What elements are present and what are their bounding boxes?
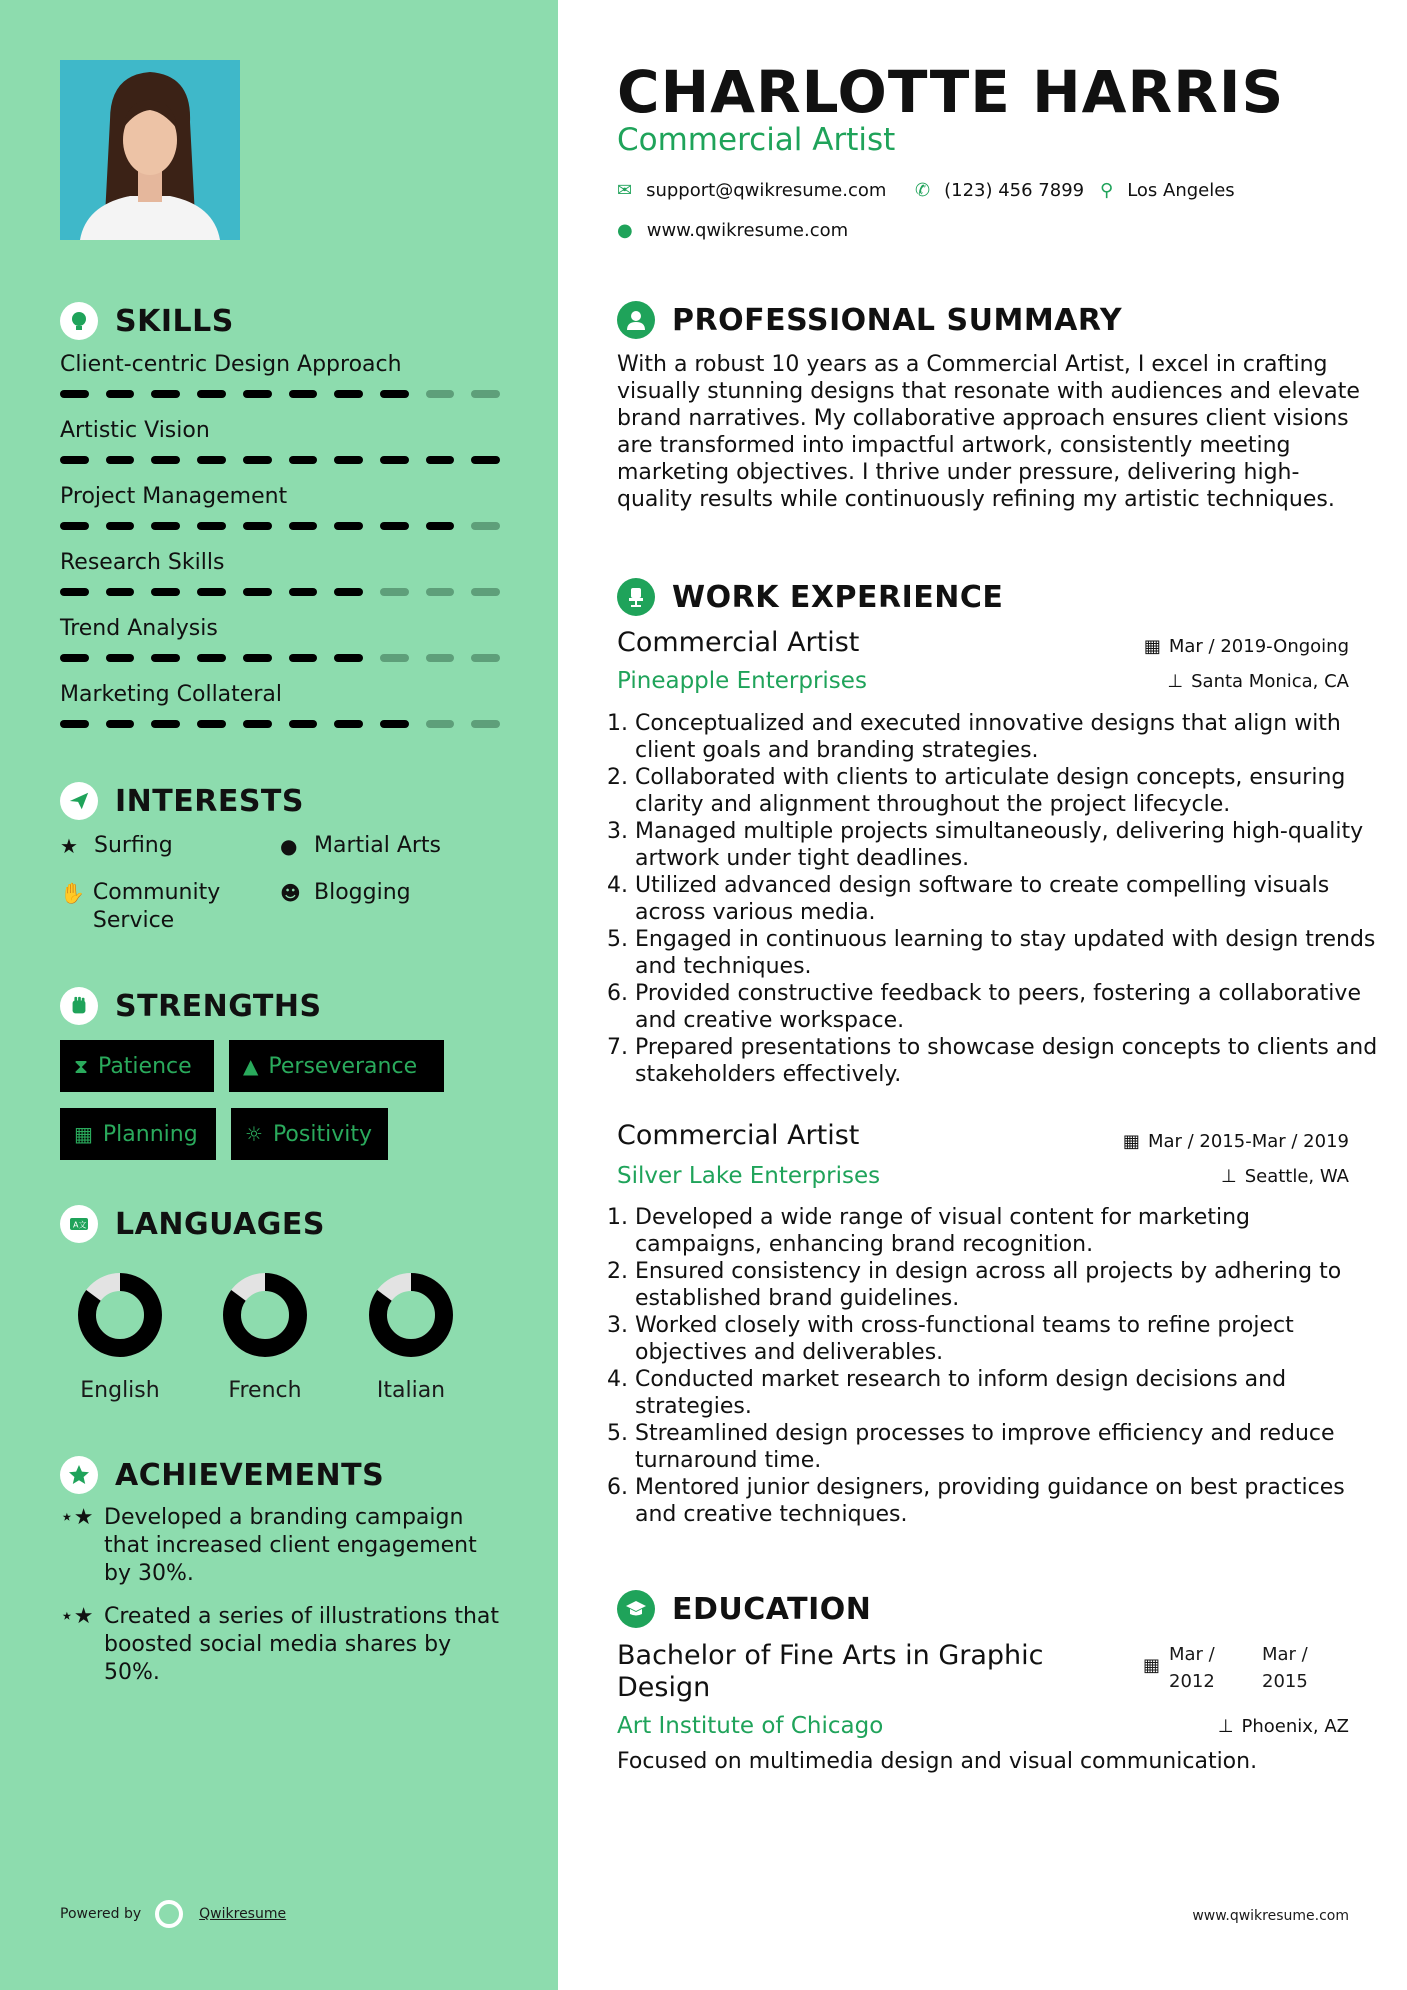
- education-start-date: Mar / 2012: [1169, 1644, 1215, 1692]
- languages-title: LANGUAGES: [115, 1206, 325, 1242]
- calendar-icon: ▦: [74, 1122, 93, 1146]
- interest-item: [60, 879, 250, 935]
- language-name: English: [80, 1378, 160, 1403]
- skill-dash: [151, 390, 180, 398]
- skill-dash: [151, 720, 180, 728]
- skill-dash: [151, 588, 180, 596]
- pin-icon: ⊥: [1217, 1716, 1234, 1737]
- strength-badge: [60, 1040, 214, 1092]
- profile-photo: [60, 60, 240, 240]
- skill-rating: [60, 522, 500, 530]
- interest-item: [280, 879, 411, 907]
- skill-dash: [334, 456, 363, 464]
- skill-dash: [289, 588, 318, 596]
- interests-title: INTERESTS: [115, 783, 304, 819]
- skill-name: Client-centric Design Approach: [60, 352, 402, 377]
- job-dates-text: Mar / 2015-Mar / 2019: [1147, 1131, 1349, 1152]
- job-duties: [617, 710, 1380, 1088]
- duty-item: Ensured consistency in design across all projects by adhering to established brand guidelines.: [635, 1259, 1342, 1311]
- duty-item: Streamlined design processes to improve efficiency and reduce turnaround time.: [635, 1421, 1335, 1473]
- skill-dash: [380, 654, 409, 662]
- skill-dash: [426, 588, 455, 596]
- skill-dash: [151, 654, 180, 662]
- duty-item: Utilized advanced design software to create compelling visuals across various media.: [635, 873, 1330, 925]
- powered-by-label: Powered by: [60, 1906, 142, 1922]
- skill-rating: [60, 588, 500, 596]
- skills-title: SKILLS: [115, 303, 234, 339]
- interest-label: Surfing: [94, 833, 173, 858]
- skill-dash: [426, 720, 455, 728]
- education-header: [617, 1590, 871, 1628]
- contact-phone[interactable]: [915, 180, 1084, 201]
- skill-dash: [334, 390, 363, 398]
- language-name: Italian: [376, 1378, 446, 1403]
- skill-name: Marketing Collateral: [60, 682, 282, 707]
- hourglass-icon: ⧗: [74, 1054, 89, 1078]
- strength-label: Planning: [102, 1121, 198, 1147]
- skill-dash: [60, 522, 89, 530]
- skill-dash: [380, 720, 409, 728]
- contact-website[interactable]: [617, 220, 848, 241]
- svg-text:A文: A文: [73, 1220, 87, 1230]
- skill-rating: [60, 654, 500, 662]
- language-level-donut: [75, 1270, 165, 1360]
- language-item: [190, 1270, 340, 1403]
- education-end-date: Mar / 2015: [1262, 1644, 1308, 1692]
- skill-dash: [471, 720, 500, 728]
- skill-dash: [471, 456, 500, 464]
- interest-item: [60, 832, 173, 860]
- skill-dash: [426, 654, 455, 662]
- job-dates: [1144, 636, 1349, 657]
- strength-badge: [231, 1108, 388, 1160]
- job-company: Silver Lake Enterprises: [617, 1163, 881, 1189]
- language-level-donut: [366, 1270, 456, 1360]
- duty-item: Provided constructive feedback to peers, fostering a collaborative and creative workspace.: [635, 981, 1361, 1033]
- calendar-icon: ▦: [1122, 1131, 1140, 1152]
- language-item: [336, 1270, 486, 1403]
- duty-item: Conducted market research to inform design decisions and strategies.: [635, 1367, 1287, 1419]
- job-location: [1167, 671, 1349, 692]
- globe-icon: ●: [617, 220, 633, 241]
- skill-dash: [151, 456, 180, 464]
- duty-item: Collaborated with clients to articulate design concepts, ensuring clarity and alignment throughout the project lifecycle.: [635, 765, 1346, 817]
- job-title: Commercial Artist: [617, 627, 860, 658]
- graduation-icon: [617, 1590, 655, 1628]
- skill-dash: [426, 522, 455, 530]
- skill-dash: [243, 522, 272, 530]
- duty-item: Worked closely with cross-functional teams to refine project objectives and deliverables.: [635, 1313, 1294, 1365]
- experience-title: WORK EXPERIENCE: [672, 579, 1004, 615]
- skill-item: [60, 352, 500, 398]
- skill-dash: [426, 456, 455, 464]
- chair-icon: [617, 578, 655, 616]
- skill-dash: [106, 390, 135, 398]
- interest-item: [280, 832, 441, 860]
- user-icon: [617, 301, 655, 339]
- globe-icon: ●: [280, 834, 298, 858]
- paper-plane-icon: [60, 782, 98, 820]
- skill-dash: [197, 720, 226, 728]
- skill-dash: [334, 720, 363, 728]
- skill-dash: [106, 456, 135, 464]
- sidebar: [0, 0, 558, 1990]
- skill-dash: [106, 522, 135, 530]
- sun-icon: ☼: [245, 1122, 263, 1146]
- language-icon: [60, 1205, 98, 1243]
- website-text: www.qwikresume.com: [646, 220, 849, 241]
- education-location-text: Phoenix, AZ: [1241, 1716, 1349, 1737]
- skill-item: [60, 616, 500, 662]
- calendar-icon: ▦: [1143, 636, 1161, 657]
- skill-dash: [197, 654, 226, 662]
- skill-dash: [289, 390, 318, 398]
- achievement-text: Created a series of illustrations that boosted social media shares by 50%.: [104, 1604, 500, 1685]
- duty-item: Mentored junior designers, providing guidance on best practices and creative techniques.: [635, 1475, 1345, 1527]
- skill-dash: [380, 390, 409, 398]
- skill-dash: [60, 720, 89, 728]
- skill-dash: [60, 588, 89, 596]
- contact-email[interactable]: [617, 180, 886, 201]
- skill-dash: [60, 390, 89, 398]
- skill-dash: [426, 390, 455, 398]
- skill-item: [60, 418, 500, 464]
- duty-item: Managed multiple projects simultaneously, delivering high-quality artwork under tight deadlines.: [635, 819, 1364, 871]
- map-pin-icon: ⚲: [1100, 180, 1114, 201]
- skill-dash: [60, 654, 89, 662]
- interest-label: Community Service: [92, 880, 221, 933]
- skill-dash: [471, 654, 500, 662]
- strength-label: Perseverance: [268, 1053, 418, 1079]
- interests-header: [60, 782, 304, 820]
- hand-icon: ✋: [60, 881, 85, 905]
- qwikresume-link[interactable]: Qwikresume: [199, 1906, 287, 1922]
- skill-item: [60, 484, 500, 530]
- shooting-star-icon: ⋆★: [60, 1505, 94, 1530]
- skill-dash: [289, 720, 318, 728]
- star-badge-icon: [60, 1456, 98, 1494]
- languages-header: [60, 1205, 325, 1243]
- summary-title: PROFESSIONAL SUMMARY: [672, 302, 1123, 338]
- email-text: support@qwikresume.com: [646, 180, 887, 201]
- footer-url[interactable]: www.qwikresume.com: [1192, 1908, 1349, 1924]
- achievement-item: [60, 1504, 500, 1588]
- skill-dash: [151, 522, 180, 530]
- duty-item: Developed a wide range of visual content for marketing campaigns, enhancing brand recognition.: [635, 1205, 1250, 1257]
- skill-dash: [289, 456, 318, 464]
- duty-item: Conceptualized and executed innovative designs that align with client goals and branding strategies.: [635, 711, 1341, 763]
- job-dates-text: Mar / 2019-Ongoing: [1168, 636, 1349, 657]
- skill-dash: [106, 654, 135, 662]
- powered-by: [60, 1900, 286, 1928]
- job-location-text: Santa Monica, CA: [1191, 671, 1349, 692]
- location-text: Los Angeles: [1127, 180, 1235, 201]
- duty-item: Engaged in continuous learning to stay updated with design trends and techniques.: [635, 927, 1376, 979]
- skill-dash: [334, 654, 363, 662]
- language-level-donut: [220, 1270, 310, 1360]
- skill-name: Trend Analysis: [60, 616, 218, 641]
- skill-dash: [471, 522, 500, 530]
- school-name: Art Institute of Chicago: [617, 1713, 884, 1739]
- star-icon: ★: [60, 834, 78, 858]
- skill-item: [60, 682, 500, 728]
- skill-dash: [289, 522, 318, 530]
- strength-badge: [60, 1108, 216, 1160]
- achievement-text: Developed a branding campaign that increased client engagement by 30%.: [104, 1505, 477, 1586]
- skill-dash: [380, 522, 409, 530]
- candidate-role: Commercial Artist: [617, 122, 896, 158]
- job-dates: [1123, 1131, 1349, 1152]
- skill-dash: [334, 588, 363, 596]
- skills-header: [60, 302, 234, 340]
- skill-dash: [60, 456, 89, 464]
- skill-dash: [243, 588, 272, 596]
- achievements-title: ACHIEVEMENTS: [115, 1457, 385, 1493]
- skill-dash: [243, 390, 272, 398]
- skill-dash: [197, 588, 226, 596]
- users-icon: ☻: [280, 881, 301, 905]
- skill-dash: [289, 654, 318, 662]
- phone-text: (123) 456 7899: [944, 180, 1085, 201]
- strength-label: Positivity: [272, 1121, 372, 1147]
- skill-dash: [334, 522, 363, 530]
- job-duties: [617, 1204, 1380, 1528]
- interest-label: Martial Arts: [314, 833, 442, 858]
- strength-badge: [229, 1040, 444, 1092]
- skill-dash: [106, 588, 135, 596]
- skill-dash: [197, 456, 226, 464]
- skill-dash: [243, 456, 272, 464]
- envelope-icon: ✉: [617, 180, 633, 201]
- skill-dash: [106, 720, 135, 728]
- language-item: [45, 1270, 195, 1403]
- skill-rating: [60, 456, 500, 464]
- education-description: Focused on multimedia design and visual communication.: [617, 1749, 1258, 1774]
- fist-icon: [60, 987, 98, 1025]
- skill-rating: [60, 720, 500, 728]
- degree-title: Bachelor of Fine Arts in Graphic Design: [617, 1640, 1044, 1703]
- skill-name: Artistic Vision: [60, 418, 210, 443]
- achievements-header: [60, 1456, 384, 1494]
- skill-dash: [380, 456, 409, 464]
- pin-icon: ⊥: [1221, 1166, 1237, 1187]
- qwikresume-logo-icon: [155, 1900, 183, 1928]
- achievement-item: [60, 1603, 500, 1687]
- skill-dash: [380, 588, 409, 596]
- strengths-title: STRENGTHS: [115, 988, 322, 1024]
- road-icon: ▲: [243, 1054, 259, 1078]
- strengths-header: [60, 987, 322, 1025]
- education-title: EDUCATION: [672, 1591, 872, 1627]
- skill-name: Research Skills: [60, 550, 225, 575]
- skill-dash: [243, 654, 272, 662]
- contact-location: [1100, 180, 1235, 201]
- duty-item: Prepared presentations to showcase design concepts to clients and stakeholders effectively.: [635, 1035, 1378, 1087]
- skill-name: Project Management: [60, 484, 288, 509]
- summary-header: [617, 301, 1122, 339]
- summary-text: With a robust 10 years as a Commercial Artist, I excel in crafting visually stunning designs that resonate with audiences and elevate brand narratives. My collaborative approach ensures client visions are transformed into impactful artwork, consistently meeting marketing objectives. I thrive under pressure, delivering high-quality results while continuously refining my artistic techniques.: [617, 352, 1360, 512]
- pin-icon: ⊥: [1167, 671, 1184, 692]
- lightbulb-icon: [60, 302, 98, 340]
- strength-label: Patience: [98, 1053, 192, 1079]
- skill-dash: [197, 390, 226, 398]
- experience-header: [617, 578, 1003, 616]
- education-calendar-icon: ▦: [1143, 1655, 1161, 1676]
- job-title: Commercial Artist: [617, 1120, 860, 1151]
- education-location: [1218, 1716, 1349, 1737]
- candidate-name: CHARLOTTE HARRIS: [617, 58, 1285, 126]
- skill-dash: [471, 588, 500, 596]
- skill-dash: [197, 522, 226, 530]
- job-location: [1221, 1166, 1349, 1187]
- language-name: French: [228, 1378, 302, 1403]
- job-location-text: Seattle, WA: [1244, 1166, 1349, 1187]
- interest-label: Blogging: [314, 880, 411, 905]
- skill-rating: [60, 390, 500, 398]
- shooting-star-icon: ⋆★: [60, 1604, 94, 1629]
- skill-dash: [471, 390, 500, 398]
- skill-item: [60, 550, 500, 596]
- phone-icon: ✆: [915, 180, 931, 201]
- job-company: Pineapple Enterprises: [617, 668, 867, 694]
- skill-dash: [243, 720, 272, 728]
